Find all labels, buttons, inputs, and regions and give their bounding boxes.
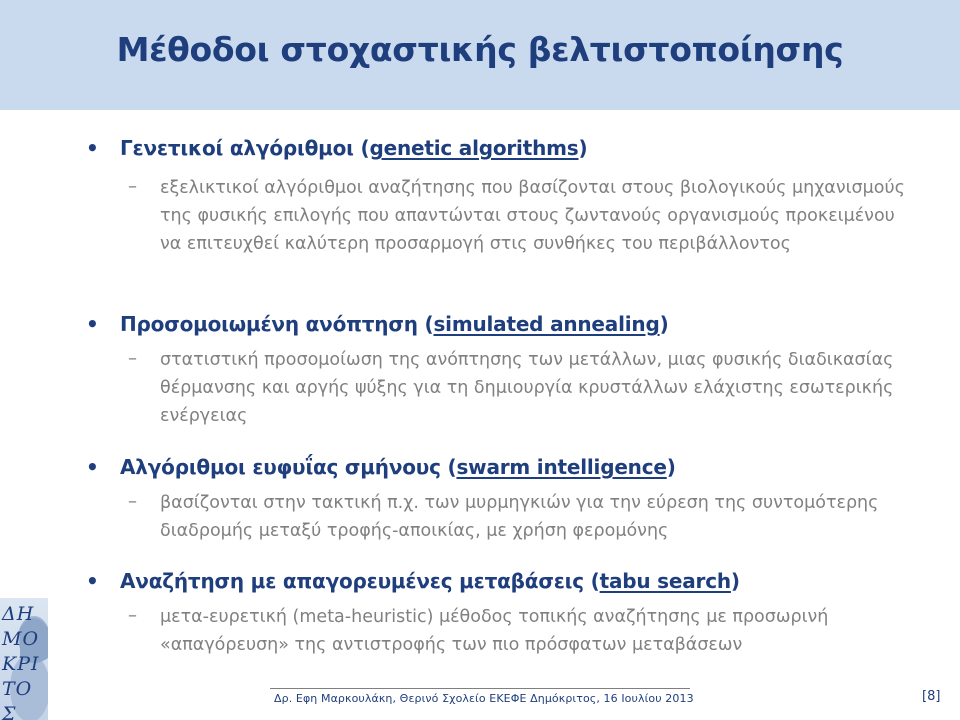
bullet-head-english: genetic algorithms	[369, 136, 579, 160]
bullet-head-english: tabu search	[599, 569, 731, 593]
bullet-icon: •	[86, 312, 99, 336]
democritus-logo-icon	[0, 598, 48, 720]
bullet-icon: •	[86, 455, 99, 479]
bullet-head-greek: Προσομοιωμένη ανόπτηση (	[120, 312, 434, 336]
page-number: [8]	[922, 689, 941, 704]
dash-icon: –	[128, 605, 137, 626]
bullet-head-close: )	[666, 455, 676, 479]
bullet-icon: •	[86, 569, 99, 593]
footer-divider	[270, 688, 690, 689]
bullet-description: βασίζονται στην τακτική π.χ. των μυρμηγκιών για την εύρεση της συντομότερης διαδρομής μεταξύ τροφής-αποικίας, με χρήση φερομόνης	[160, 493, 879, 541]
bullet-head-close: )	[578, 136, 588, 160]
bullet-head-greek: Γενετικοί αλγόριθμοι (	[120, 136, 370, 160]
bullet-head-english: swarm intelligence	[456, 455, 667, 479]
bullet-head-close: )	[659, 312, 669, 336]
bullet-icon: •	[86, 136, 99, 160]
bullet-description: εξελικτικοί αλγόριθμοι αναζήτησης που βασίζονται στους βιολογικούς μηχανισμούς της φυσικής επιλογής που απαντώνται στους ζωντανούς οργανισμούς προκειμένου να επιτευχθεί καλύτερη προσαρμογή στις συνθήκες του περιβάλλοντος	[160, 178, 905, 254]
dash-icon: –	[128, 176, 137, 197]
dash-icon: –	[128, 348, 137, 369]
bullet-head-english: simulated annealing	[433, 312, 660, 336]
logo-letters: ΔΗ ΜΟ ΚΡΙ ΤΟΣ	[2, 603, 40, 720]
bullet-head-greek: Αναζήτηση με απαγορευμένες μεταβάσεις (	[120, 569, 600, 593]
bullet-head-close: )	[730, 569, 740, 593]
bullet-simulated-annealing	[86, 312, 669, 336]
bullet-description: μετα-ευρετική (meta-heuristic) μέθοδος τοπικής αναζήτησης με προσωρινή «απαγόρευση» της αντιστροφής των πιο πρόσφατων μεταβάσεων	[160, 607, 829, 655]
bullet-swarm-intelligence	[86, 455, 676, 479]
bullet-tabu-search	[86, 569, 740, 593]
bullet-head-greek: Αλγόριθμοι ευφυΐας σμήνους (	[120, 455, 457, 479]
slide-title: Μέθοδοι στοχαστικής βελτιστοποίησης	[116, 30, 844, 69]
dash-icon: –	[128, 491, 137, 512]
footer-text: Δρ. Εφη Μαρκουλάκη, Θερινό Σχολείο ΕΚΕΦΕ Δημόκριτος, 16 Ιουλίου 2013	[274, 692, 694, 705]
bullet-genetic-algorithms	[86, 136, 587, 160]
bullet-description: στατιστική προσομοίωση της ανόπτησης των μετάλλων, μιας φυσικής διαδικασίας θέρμανσης και αργής ψύξης για τη δημιουργία κρυστάλλων ελάχιστης εσωτερικής ενέργειας	[160, 350, 894, 426]
